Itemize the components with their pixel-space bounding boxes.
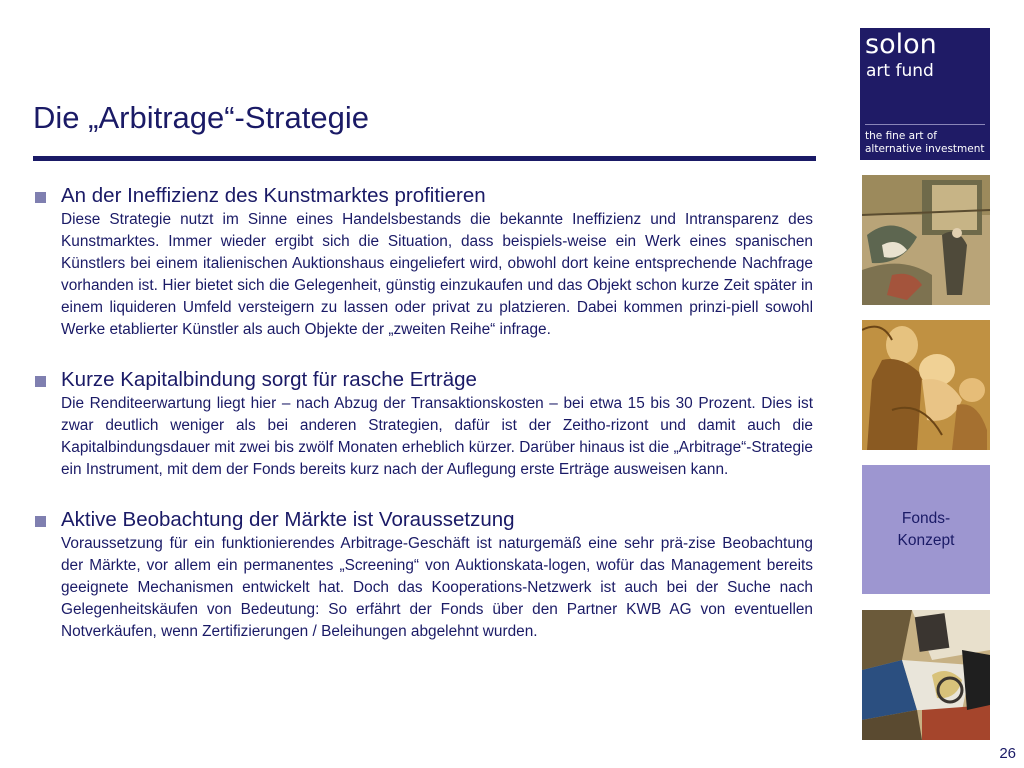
square-bullet-icon — [35, 376, 46, 387]
asian-painting-image — [862, 175, 990, 305]
section-heading — [33, 367, 813, 393]
page-number: 26 — [999, 745, 1016, 762]
slide-title: Die „Arbitrage“-Strategie — [33, 100, 369, 135]
section-body: Voraussetzung für ein funktionierendes Arbitrage-Geschäft ist naturgemäß eine sehr prä-zise Beobachtung der Märkte, vor allem ein permanentes „Screening“ von Auktionskata-logen, wofür das Management bereits geeignete Mechanismen entwickelt hat. Doch das Kooperations-Netzwerk ist auch bei der Suche nach Gelegenheitskäufen von Bedeutung: So erfährt der Fonds über den Partner KWB AG von eventuellen Notverkäufen, wenn Zertifizierungen / Beleihungen abgelehnt wurden. — [61, 535, 813, 640]
cubist-still-life-image — [862, 610, 990, 740]
section-body: Die Renditeerwartung liegt hier – nach Abzug der Transaktionskosten – bei etwa 15 bis 30 Prozent. Dies ist zwar deutlich weniger als bei anderen Strategien, dafür ist der Zeitho-rizont und damit auch die Kapitalbindungsdauer mit zwei bis zwölf Monaten erheblich kürzer. Darüber hinaus ist die „Arbitrage“-Strategie ein Instrument, mit dem der Fonds bereits kurz nach der Auflegung erste Erträge ausweisen kann. — [61, 395, 813, 478]
logo-wordmark: solon — [865, 29, 937, 60]
title-underline — [33, 156, 816, 161]
section-capital-binding — [33, 367, 813, 481]
square-bullet-icon — [35, 192, 46, 203]
fonds-konzept-box — [862, 465, 990, 594]
logo-subwordmark: art fund — [866, 61, 934, 81]
fonds-konzept-label: Fonds- Konzept — [897, 509, 955, 549]
section-heading-text: An der Ineffizienz des Kunstmarktes profitieren — [61, 184, 486, 207]
section-heading-text: Kurze Kapitalbindung sorgt für rasche Erträge — [61, 368, 477, 391]
section-market-observation — [33, 507, 813, 643]
solon-art-fund-logo — [860, 28, 990, 160]
section-inefficiency — [33, 183, 813, 341]
logo-tagline: the fine art of alternative investment — [865, 130, 985, 155]
slide-content — [33, 183, 813, 643]
section-body: Diese Strategie nutzt im Sinne eines Handelsbestands die bekannte Ineffizienz und Intransparenz des Kunstmarktes. Immer wieder ergibt sich die Situation, dass beispiels-weise ein Werk eines spanischen Künstlers bei einem italienischen Auktionshaus eingeliefert wird, obwohl dort keine entsprechende Nachfrage vorhanden ist. Hier bietet sich die Gelegenheit, günstig einzukaufen und das Objekt schon kurze Zeit später in einem liquideren Umfeld versteigern zu lassen oder privat zu platzieren. Dabei kommen prinzi-piell sowohl Werke etablierter Künstler als auch Objekte der „zweiten Reihe“ infrage. — [61, 211, 813, 338]
section-heading-text: Aktive Beobachtung der Märkte ist Voraussetzung — [61, 508, 515, 531]
renaissance-drawing-image — [862, 320, 990, 450]
logo-divider — [865, 124, 985, 125]
section-heading — [33, 183, 813, 209]
square-bullet-icon — [35, 516, 46, 527]
section-heading — [33, 507, 813, 533]
